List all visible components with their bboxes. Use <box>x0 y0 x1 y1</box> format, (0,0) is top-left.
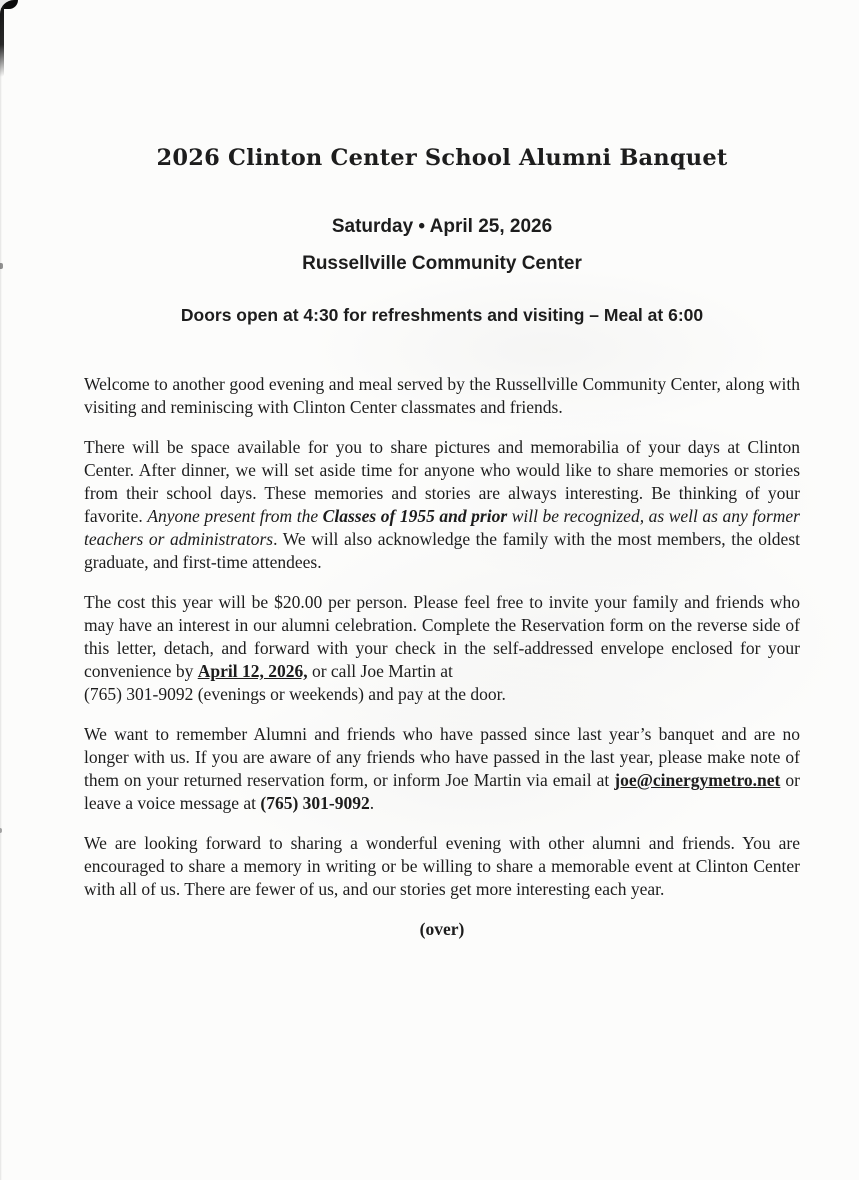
phone-line: (765) 301-9092 (evenings or weekends) and pay at the door. <box>84 684 506 704</box>
event-venue-line: Russellville Community Center <box>302 253 582 274</box>
text-run: We want to remember Alumni and friends who have passed since last year’s banquet and are no longer with us. If you are aware of any friends who have passed in the last year, please make note of them on your returned reservation form, or inform Joe Martin via email at <box>84 724 800 790</box>
paragraph-memories <box>84 436 800 574</box>
italic-run: will be recognized, as well as any former teachers or administrators <box>84 506 800 549</box>
italic-run: Anyone present from the <box>147 506 323 526</box>
text-run: The cost this year will be $20.00 per person. Please feel free to invite your family and friends who may have an interest in our alumni celebration. Complete the Reservation form on the reverse side of this letter, detach, and forward with your check in the self-addressed envelope enclosed for your convenience by <box>84 592 800 681</box>
doors-open-line: Doors open at 4:30 for refreshments and visiting – Meal at 6:00 <box>180 305 704 325</box>
event-date-line: Saturday • April 25, 2026 <box>331 216 553 237</box>
classes-of-1955-emphasis: Classes of 1955 and prior <box>322 506 512 526</box>
page-title: 2026 Clinton Center School Alumni Banquet <box>156 145 728 171</box>
over-label: (over) <box>419 919 465 939</box>
text-run: . <box>369 793 375 813</box>
text-run: There will be space available for you to share pictures and memorabilia of your days at Clinton Center. After dinner, we will set aside time for anyone who would like to share memories or stories from their school days. These memories and stories are always interesting. Be thinking of your favorite. <box>84 437 800 526</box>
paragraph-remembrance <box>84 723 800 815</box>
paragraph-cost-reservation <box>84 591 800 706</box>
email-address: joe@cinergymetro.net <box>614 770 781 790</box>
paragraph-closing: We are looking forward to sharing a wonderful evening with other alumni and friends. You are encouraged to share a memory in writing or be willing to share a memorable event at Clinton Center with all of us. There are fewer of us, and our stories get more interesting each year. <box>84 833 800 899</box>
paragraph-welcome: Welcome to another good evening and meal served by the Russellville Community Center, along with visiting and reminiscing with Clinton Center classmates and friends. <box>84 374 800 417</box>
text-run: . We will also acknowledge the family with the most members, the oldest graduate, and first-time attendees. <box>84 529 800 572</box>
deadline-date: April 12, 2026, <box>197 661 308 681</box>
phone-number: (765) 301-9092 <box>260 793 370 813</box>
text-run: or call Joe Martin at <box>307 661 453 681</box>
text-run: or leave a voice message at <box>84 770 800 813</box>
